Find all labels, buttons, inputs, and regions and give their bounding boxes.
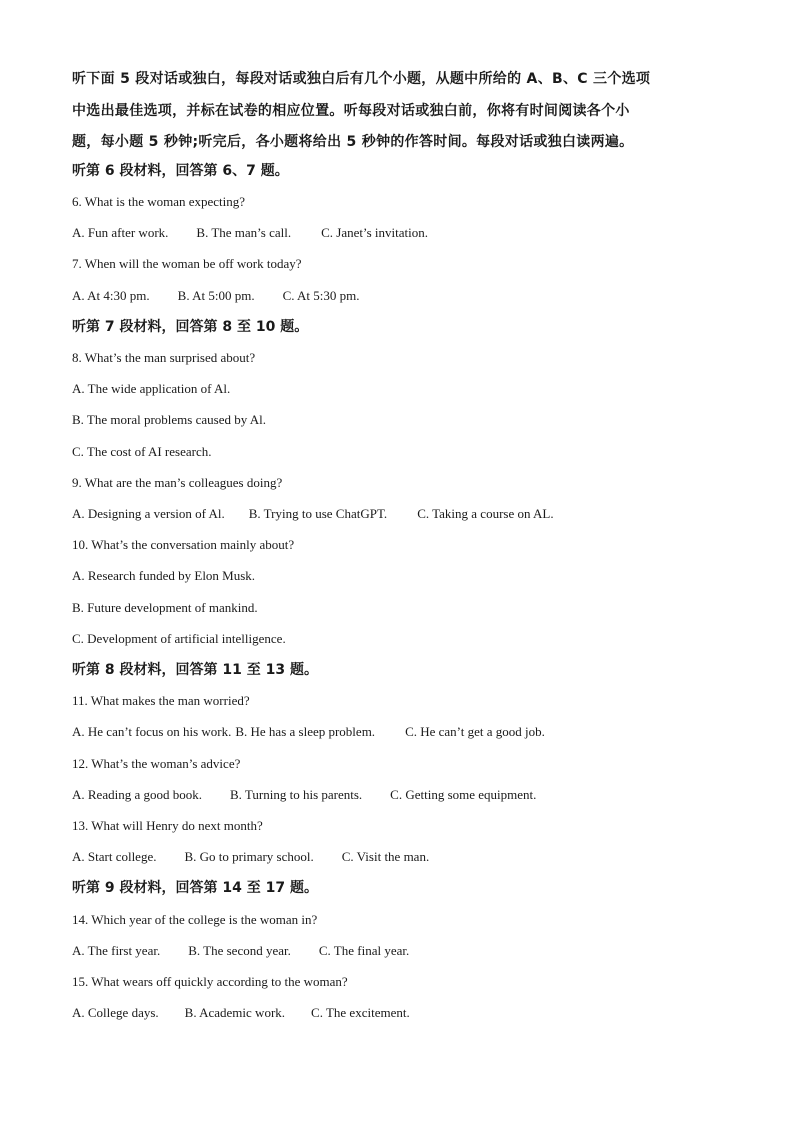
options-15 — [72, 1004, 410, 1022]
instructions-line-1: 听下面 5 段对话或独白，每段对话或独白后有几个小题，从题中所给的 A、B、C 三个选项 — [72, 71, 651, 87]
question-6: 6. What is the woman expecting? — [72, 194, 246, 209]
options-9 — [72, 505, 554, 523]
option-10b: B. Future development of mankind. — [72, 600, 258, 615]
option-10a: A. Research funded by Elon Musk. — [72, 568, 256, 583]
question-8: 8. What’s the man surprised about? — [72, 350, 256, 365]
option-11c: C. He can’t get a good job. — [405, 724, 545, 739]
options-14 — [72, 942, 409, 960]
instructions-line-2: 中选出最佳选项，并标在试卷的相应位置。听每段对话或独白前，你将有时间阅读各个小 — [72, 102, 630, 119]
question-15: 15. What wears off quickly according to the woman? — [72, 974, 348, 989]
instructions-line-3: 题，每小题 5 秒钟;听完后，各小题将给出 5 秒钟的作答时间。每段对话或独白读两遍。 — [72, 134, 634, 150]
option-15c: C. The excitement. — [311, 1005, 410, 1020]
option-7b: B. At 5:00 pm. — [177, 288, 255, 303]
option-6b: B. The man’s call. — [196, 225, 292, 240]
option-15a: A. College days. — [72, 1005, 159, 1020]
option-7c: C. At 5:30 pm. — [282, 288, 360, 303]
option-8a: A. The wide application of Al. — [72, 381, 231, 396]
option-12a: A. Reading a good book. — [72, 787, 202, 802]
options-12 — [72, 786, 536, 804]
option-9c: C. Taking a course on AL. — [417, 506, 554, 521]
instructions — [72, 64, 732, 159]
option-6a: A. Fun after work. — [72, 225, 169, 240]
section-heading-9: 听第 9 段材料，回答第 14 至 17 题。 — [72, 880, 318, 896]
option-7a: A. At 4:30 pm. — [72, 288, 150, 303]
option-10c: C. Development of artificial intelligence. — [72, 631, 286, 646]
option-12b: B. Turning to his parents. — [229, 787, 363, 802]
question-14: 14. Which year of the college is the woman in? — [72, 912, 318, 927]
option-8c: C. The cost of AI research. — [72, 444, 212, 459]
options-7 — [72, 287, 360, 305]
question-11: 11. What makes the man worried? — [72, 693, 250, 708]
option-6c: C. Janet’s invitation. — [321, 225, 429, 240]
option-13b: B. Go to primary school. — [184, 849, 314, 864]
options-6 — [72, 224, 428, 242]
question-10: 10. What’s the conversation mainly about? — [72, 537, 295, 552]
option-14a: A. The first year. — [72, 943, 161, 958]
question-9: 9. What are the man’s colleagues doing? — [72, 475, 283, 490]
option-12c: C. Getting some equipment. — [390, 787, 537, 802]
option-11a: A. He can’t focus on his work. — [72, 724, 232, 739]
option-13a: A. Start college. — [72, 849, 157, 864]
options-11 — [72, 723, 545, 741]
option-9b: B. Trying to use ChatGPT. — [248, 506, 388, 521]
option-11b: B. He has a sleep problem. — [235, 724, 376, 739]
section-heading-8: 听第 8 段材料，回答第 11 至 13 题。 — [72, 662, 318, 678]
question-12: 12. What’s the woman’s advice? — [72, 756, 241, 771]
option-14c: C. The final year. — [318, 943, 410, 958]
option-9a: A. Designing a version of Al. — [72, 506, 225, 521]
question-13: 13. What will Henry do next month? — [72, 818, 263, 833]
section-heading-6: 听第 6 段材料，回答第 6、7 题。 — [72, 163, 289, 179]
question-7: 7. When will the woman be off work today? — [72, 256, 302, 271]
option-8b: B. The moral problems caused by Al. — [72, 412, 267, 427]
section-heading-7: 听第 7 段材料，回答第 8 至 10 题。 — [72, 319, 309, 335]
option-15b: B. Academic work. — [184, 1005, 286, 1020]
options-13 — [72, 848, 429, 866]
option-14b: B. The second year. — [188, 943, 291, 958]
option-13c: C. Visit the man. — [341, 849, 430, 864]
